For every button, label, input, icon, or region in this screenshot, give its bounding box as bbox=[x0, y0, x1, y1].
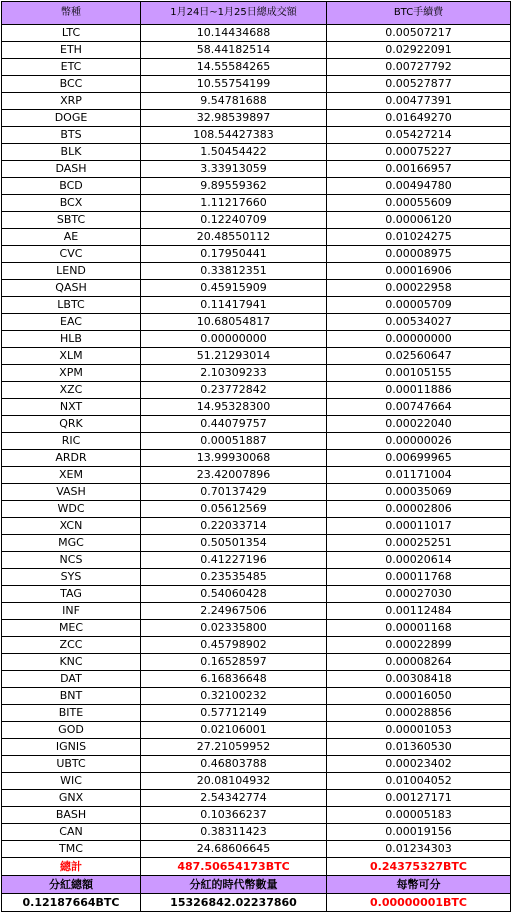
volume-cell: 51.21293014 bbox=[141, 348, 327, 365]
fee-cell: 0.00022958 bbox=[327, 280, 511, 297]
coin-cell: LTC bbox=[2, 25, 141, 42]
volume-cell: 0.10366237 bbox=[141, 807, 327, 824]
fee-cell: 0.00000026 bbox=[327, 433, 511, 450]
volume-cell: 0.22033714 bbox=[141, 518, 327, 535]
fee-cell: 0.00507217 bbox=[327, 25, 511, 42]
header-coin: 幣種 bbox=[2, 2, 141, 25]
coin-cell: LBTC bbox=[2, 297, 141, 314]
fee-cell: 0.00027030 bbox=[327, 586, 511, 603]
dividend-per-coin: 0.00000001BTC bbox=[327, 894, 511, 912]
fee-cell: 0.00020614 bbox=[327, 552, 511, 569]
coin-cell: XLM bbox=[2, 348, 141, 365]
volume-cell: 0.45915909 bbox=[141, 280, 327, 297]
header-fee: BTC手續費 bbox=[327, 2, 511, 25]
fee-cell: 0.00001053 bbox=[327, 722, 511, 739]
table-row bbox=[2, 297, 511, 314]
coin-cell: BASH bbox=[2, 807, 141, 824]
volume-cell: 0.00000000 bbox=[141, 331, 327, 348]
volume-cell: 0.50501354 bbox=[141, 535, 327, 552]
table-row bbox=[2, 467, 511, 484]
total-row bbox=[2, 858, 511, 876]
volume-cell: 10.55754199 bbox=[141, 76, 327, 93]
coin-cell: MEC bbox=[2, 620, 141, 637]
header-volume: 1月24日~1月25日總成交額 bbox=[141, 2, 327, 25]
table-row bbox=[2, 790, 511, 807]
fee-cell: 0.00127171 bbox=[327, 790, 511, 807]
coin-cell: DASH bbox=[2, 161, 141, 178]
fee-cell: 0.00022899 bbox=[327, 637, 511, 654]
table-row bbox=[2, 314, 511, 331]
dividend-values-row bbox=[2, 894, 511, 912]
fee-cell: 0.00699965 bbox=[327, 450, 511, 467]
coin-cell: ETH bbox=[2, 42, 141, 59]
table-row bbox=[2, 161, 511, 178]
fee-cell: 0.00527877 bbox=[327, 76, 511, 93]
fee-cell: 0.00477391 bbox=[327, 93, 511, 110]
coin-cell: BCX bbox=[2, 195, 141, 212]
volume-cell: 0.16528597 bbox=[141, 654, 327, 671]
volume-cell: 0.54060428 bbox=[141, 586, 327, 603]
table-row bbox=[2, 535, 511, 552]
volume-cell: 1.11217660 bbox=[141, 195, 327, 212]
table-row bbox=[2, 195, 511, 212]
fee-cell: 0.01234303 bbox=[327, 841, 511, 858]
fee-cell: 0.00005183 bbox=[327, 807, 511, 824]
volume-cell: 0.17950441 bbox=[141, 246, 327, 263]
coin-cell: MGC bbox=[2, 535, 141, 552]
fee-table bbox=[1, 1, 511, 912]
volume-cell: 14.95328300 bbox=[141, 399, 327, 416]
fee-cell: 0.00727792 bbox=[327, 59, 511, 76]
table-row bbox=[2, 416, 511, 433]
coin-cell: SBTC bbox=[2, 212, 141, 229]
coin-cell: QRK bbox=[2, 416, 141, 433]
coin-cell: GNX bbox=[2, 790, 141, 807]
fee-cell: 0.00005709 bbox=[327, 297, 511, 314]
volume-cell: 10.14434688 bbox=[141, 25, 327, 42]
coin-cell: AE bbox=[2, 229, 141, 246]
table-row bbox=[2, 382, 511, 399]
coin-cell: NXT bbox=[2, 399, 141, 416]
coin-cell: SYS bbox=[2, 569, 141, 586]
fee-cell: 0.00016906 bbox=[327, 263, 511, 280]
coin-cell: CVC bbox=[2, 246, 141, 263]
volume-cell: 0.38311423 bbox=[141, 824, 327, 841]
volume-cell: 0.05612569 bbox=[141, 501, 327, 518]
volume-cell: 108.54427383 bbox=[141, 127, 327, 144]
table-row bbox=[2, 331, 511, 348]
coin-cell: RIC bbox=[2, 433, 141, 450]
volume-cell: 6.16836648 bbox=[141, 671, 327, 688]
dividend-header-tokens: 分紅的時代幣數量 bbox=[141, 876, 327, 894]
volume-cell: 0.32100232 bbox=[141, 688, 327, 705]
table-row bbox=[2, 637, 511, 654]
fee-cell: 0.00166957 bbox=[327, 161, 511, 178]
table-row bbox=[2, 620, 511, 637]
table-row bbox=[2, 773, 511, 790]
fee-cell: 0.00105155 bbox=[327, 365, 511, 382]
coin-cell: GOD bbox=[2, 722, 141, 739]
table-row bbox=[2, 552, 511, 569]
fee-cell: 0.00016050 bbox=[327, 688, 511, 705]
volume-cell: 0.57712149 bbox=[141, 705, 327, 722]
coin-cell: IGNIS bbox=[2, 739, 141, 756]
coin-cell: KNC bbox=[2, 654, 141, 671]
total-fee: 0.24375327BTC bbox=[327, 858, 511, 876]
table-row bbox=[2, 450, 511, 467]
fee-cell: 0.02560647 bbox=[327, 348, 511, 365]
coin-cell: CAN bbox=[2, 824, 141, 841]
coin-cell: XCN bbox=[2, 518, 141, 535]
dividend-tokens: 15326842.02237860 bbox=[141, 894, 327, 912]
table-row bbox=[2, 518, 511, 535]
table-row bbox=[2, 127, 511, 144]
table-header bbox=[2, 2, 511, 25]
table-row bbox=[2, 671, 511, 688]
header-row bbox=[2, 2, 511, 25]
volume-cell: 58.44182514 bbox=[141, 42, 327, 59]
table-row bbox=[2, 110, 511, 127]
fee-cell: 0.00308418 bbox=[327, 671, 511, 688]
coin-cell: XEM bbox=[2, 467, 141, 484]
table-row bbox=[2, 25, 511, 42]
coin-cell: LEND bbox=[2, 263, 141, 280]
coin-cell: TMC bbox=[2, 841, 141, 858]
fee-cell: 0.01171004 bbox=[327, 467, 511, 484]
fee-cell: 0.01024275 bbox=[327, 229, 511, 246]
coin-cell: QASH bbox=[2, 280, 141, 297]
fee-cell: 0.00534027 bbox=[327, 314, 511, 331]
volume-cell: 0.00051887 bbox=[141, 433, 327, 450]
fee-cell: 0.02922091 bbox=[327, 42, 511, 59]
coin-cell: DOGE bbox=[2, 110, 141, 127]
table-row bbox=[2, 756, 511, 773]
coin-cell: TAG bbox=[2, 586, 141, 603]
coin-cell: XPM bbox=[2, 365, 141, 382]
fee-cell: 0.00011017 bbox=[327, 518, 511, 535]
volume-cell: 0.23535485 bbox=[141, 569, 327, 586]
volume-cell: 32.98539897 bbox=[141, 110, 327, 127]
table-row bbox=[2, 229, 511, 246]
table-row bbox=[2, 93, 511, 110]
total-volume: 487.50654173BTC bbox=[141, 858, 327, 876]
table-row bbox=[2, 807, 511, 824]
coin-cell: XZC bbox=[2, 382, 141, 399]
volume-cell: 2.10309233 bbox=[141, 365, 327, 382]
fee-cell: 0.00011886 bbox=[327, 382, 511, 399]
fee-cell: 0.00035069 bbox=[327, 484, 511, 501]
volume-cell: 24.68606645 bbox=[141, 841, 327, 858]
coin-cell: WIC bbox=[2, 773, 141, 790]
volume-cell: 10.68054817 bbox=[141, 314, 327, 331]
fee-cell: 0.00055609 bbox=[327, 195, 511, 212]
table-row bbox=[2, 722, 511, 739]
fee-cell: 0.00022040 bbox=[327, 416, 511, 433]
volume-cell: 2.54342774 bbox=[141, 790, 327, 807]
fee-cell: 0.00112484 bbox=[327, 603, 511, 620]
coin-cell: ZCC bbox=[2, 637, 141, 654]
fee-cell: 0.00001168 bbox=[327, 620, 511, 637]
coin-cell: UBTC bbox=[2, 756, 141, 773]
fee-cell: 0.00006120 bbox=[327, 212, 511, 229]
fee-cell: 0.00000000 bbox=[327, 331, 511, 348]
fee-cell: 0.00011768 bbox=[327, 569, 511, 586]
table-row bbox=[2, 348, 511, 365]
fee-cell: 0.00075227 bbox=[327, 144, 511, 161]
table-row bbox=[2, 212, 511, 229]
volume-cell: 20.48550112 bbox=[141, 229, 327, 246]
volume-cell: 0.02335800 bbox=[141, 620, 327, 637]
coin-cell: EAC bbox=[2, 314, 141, 331]
table-row bbox=[2, 76, 511, 93]
coin-cell: DAT bbox=[2, 671, 141, 688]
volume-cell: 0.12240709 bbox=[141, 212, 327, 229]
volume-cell: 9.89559362 bbox=[141, 178, 327, 195]
fee-cell: 0.00008975 bbox=[327, 246, 511, 263]
fee-cell: 0.01004052 bbox=[327, 773, 511, 790]
coin-cell: VASH bbox=[2, 484, 141, 501]
fee-cell: 0.00023402 bbox=[327, 756, 511, 773]
volume-cell: 20.08104932 bbox=[141, 773, 327, 790]
table-row bbox=[2, 569, 511, 586]
coin-cell: BNT bbox=[2, 688, 141, 705]
volume-cell: 0.41227196 bbox=[141, 552, 327, 569]
table-row bbox=[2, 280, 511, 297]
table-row bbox=[2, 484, 511, 501]
coin-cell: BTS bbox=[2, 127, 141, 144]
coin-cell: BCC bbox=[2, 76, 141, 93]
volume-cell: 0.44079757 bbox=[141, 416, 327, 433]
fee-cell: 0.00747664 bbox=[327, 399, 511, 416]
coin-cell: BITE bbox=[2, 705, 141, 722]
coin-cell: NCS bbox=[2, 552, 141, 569]
fee-cell: 0.05427214 bbox=[327, 127, 511, 144]
coin-cell: BLK bbox=[2, 144, 141, 161]
table-row bbox=[2, 586, 511, 603]
table-row bbox=[2, 399, 511, 416]
table-row bbox=[2, 178, 511, 195]
table-row bbox=[2, 841, 511, 858]
table-row bbox=[2, 42, 511, 59]
fee-cell: 0.01649270 bbox=[327, 110, 511, 127]
volume-cell: 0.33812351 bbox=[141, 263, 327, 280]
coin-cell: BCD bbox=[2, 178, 141, 195]
table-row bbox=[2, 739, 511, 756]
table-row bbox=[2, 501, 511, 518]
volume-cell: 23.42007896 bbox=[141, 467, 327, 484]
volume-cell: 13.99930068 bbox=[141, 450, 327, 467]
volume-cell: 0.70137429 bbox=[141, 484, 327, 501]
volume-cell: 3.33913059 bbox=[141, 161, 327, 178]
fee-cell: 0.00025251 bbox=[327, 535, 511, 552]
volume-cell: 0.45798902 bbox=[141, 637, 327, 654]
volume-cell: 0.46803788 bbox=[141, 756, 327, 773]
table-footer bbox=[2, 858, 511, 912]
coin-cell: WDC bbox=[2, 501, 141, 518]
coin-cell: ETC bbox=[2, 59, 141, 76]
coin-cell: HLB bbox=[2, 331, 141, 348]
table-row bbox=[2, 654, 511, 671]
coin-cell: ARDR bbox=[2, 450, 141, 467]
volume-cell: 27.21059952 bbox=[141, 739, 327, 756]
table-row bbox=[2, 144, 511, 161]
fee-cell: 0.00494780 bbox=[327, 178, 511, 195]
volume-cell: 0.23772842 bbox=[141, 382, 327, 399]
volume-cell: 14.55584265 bbox=[141, 59, 327, 76]
coin-cell: INF bbox=[2, 603, 141, 620]
dividend-header-total: 分紅總額 bbox=[2, 876, 141, 894]
table-row bbox=[2, 365, 511, 382]
volume-cell: 9.54781688 bbox=[141, 93, 327, 110]
table-row bbox=[2, 433, 511, 450]
table-body bbox=[2, 25, 511, 858]
total-label: 總計 bbox=[2, 858, 141, 876]
volume-cell: 0.11417941 bbox=[141, 297, 327, 314]
table-row bbox=[2, 59, 511, 76]
table-row bbox=[2, 705, 511, 722]
fee-cell: 0.00028856 bbox=[327, 705, 511, 722]
dividend-total: 0.12187664BTC bbox=[2, 894, 141, 912]
volume-cell: 0.02106001 bbox=[141, 722, 327, 739]
coin-cell: XRP bbox=[2, 93, 141, 110]
fee-cell: 0.00002806 bbox=[327, 501, 511, 518]
table-row bbox=[2, 263, 511, 280]
volume-cell: 2.24967506 bbox=[141, 603, 327, 620]
table-row bbox=[2, 688, 511, 705]
table-row bbox=[2, 246, 511, 263]
dividend-header-per-coin: 每幣可分 bbox=[327, 876, 511, 894]
fee-cell: 0.00019156 bbox=[327, 824, 511, 841]
table-row bbox=[2, 824, 511, 841]
volume-cell: 1.50454422 bbox=[141, 144, 327, 161]
fee-cell: 0.01360530 bbox=[327, 739, 511, 756]
fee-cell: 0.00008264 bbox=[327, 654, 511, 671]
dividend-header-row bbox=[2, 876, 511, 894]
table-row bbox=[2, 603, 511, 620]
